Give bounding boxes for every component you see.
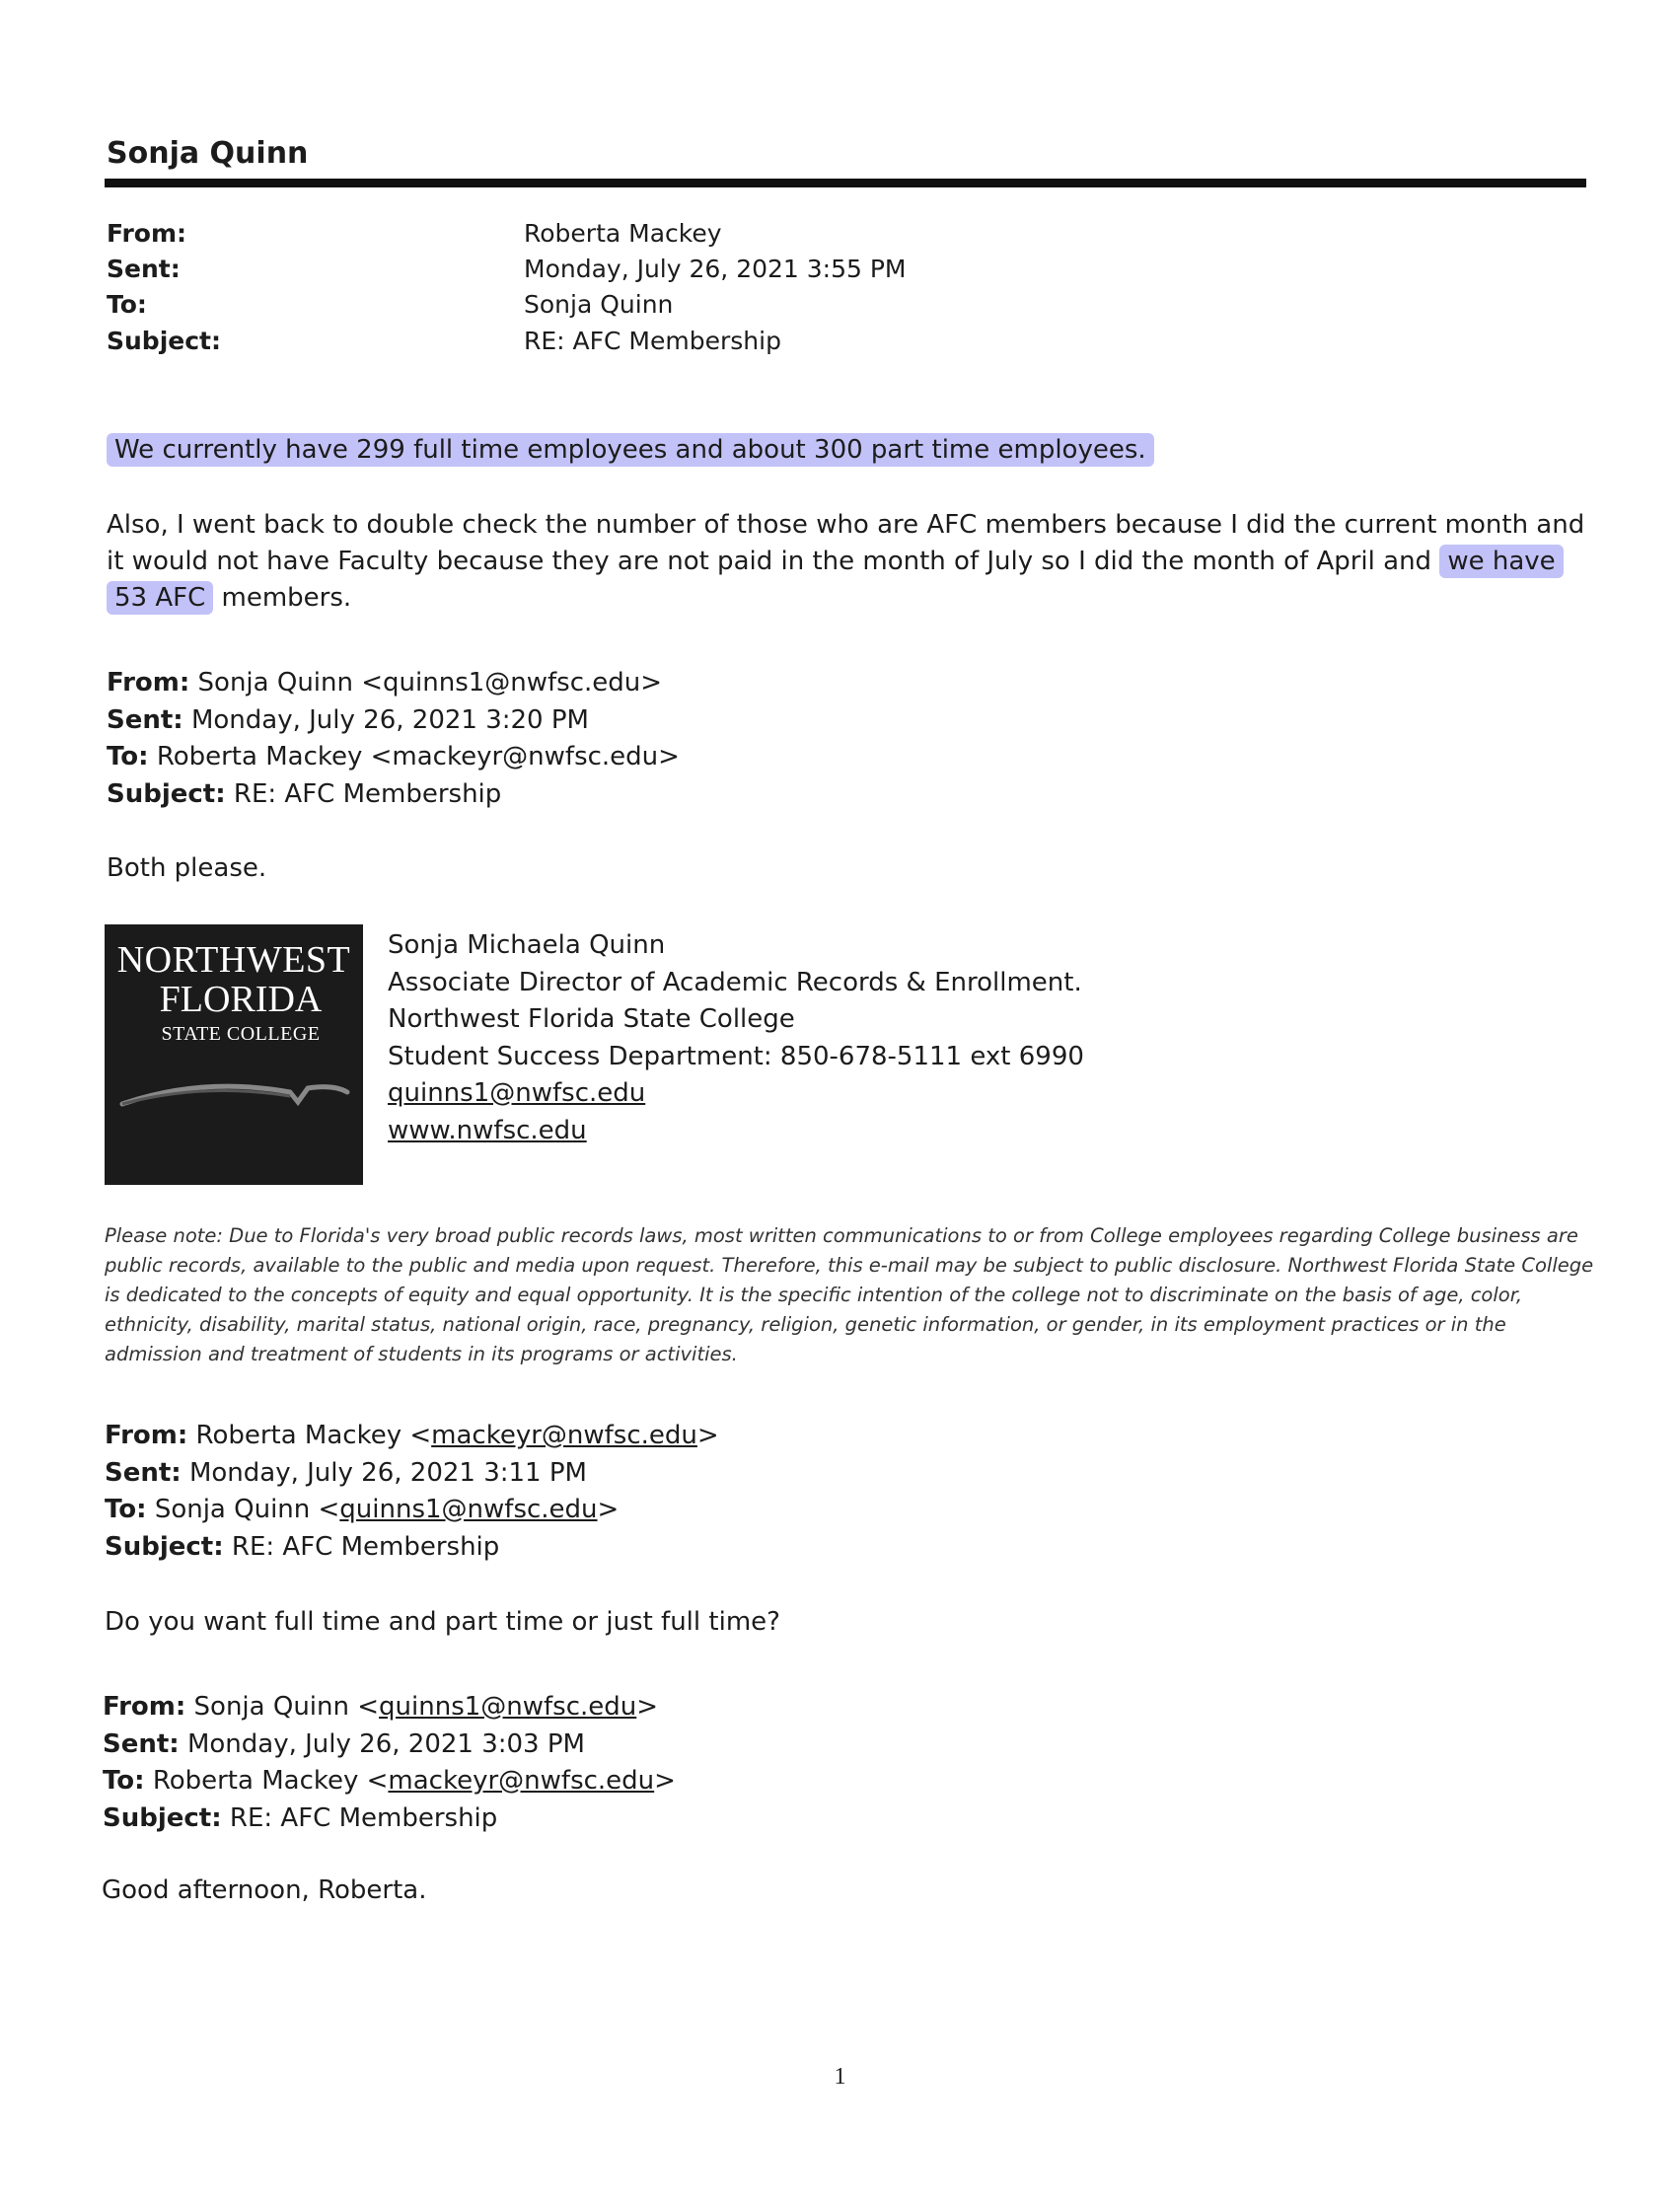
highlighted-employee-count <box>107 432 1154 469</box>
email2-sent-row: Sent: Monday, July 26, 2021 3:20 PM <box>107 704 589 735</box>
highlighted-afc-count: we have 53 AFC <box>107 545 1564 615</box>
afc-members-paragraph <box>107 507 1586 617</box>
header-to-label: To: <box>107 290 147 319</box>
sig-website-link[interactable]: www.nwfsc.edu <box>388 1115 587 1145</box>
document-title: Sonja Quinn <box>107 136 309 171</box>
college-logo <box>105 924 363 1185</box>
email4-header <box>103 1689 676 1837</box>
highlighted-line: We currently have 299 full time employees and about 300 part time employees. <box>107 433 1154 467</box>
header-sent-value: Monday, July 26, 2021 3:55 PM <box>524 255 907 283</box>
email3-to-row: To: Sonja Quinn <quinns1@nwfsc.edu> <box>105 1495 620 1524</box>
signature-block <box>388 927 1084 1149</box>
email3-from-link[interactable]: mackeyr@nwfsc.edu <box>431 1421 697 1450</box>
title-rule <box>105 179 1586 187</box>
page-number: 1 <box>834 2064 846 2090</box>
email4-subject: RE: AFC Membership <box>229 1802 498 1833</box>
email4-sent-row: Sent: Monday, July 26, 2021 3:03 PM <box>103 1728 585 1759</box>
email4-subject-row: Subject: RE: AFC Membership <box>103 1802 498 1833</box>
email2-subject: RE: AFC Membership <box>233 778 502 809</box>
email3-body: Do you want full time and part time or just full time? <box>105 1607 780 1637</box>
email2-header <box>107 665 680 813</box>
email4-from-row: From: Sonja Quinn <quinns1@nwfsc.edu> <box>103 1692 659 1722</box>
email3-subject-row: Subject: RE: AFC Membership <box>105 1531 500 1562</box>
logo-line2: FLORIDA <box>159 979 323 1020</box>
sig-name: Sonja Michaela Quinn <box>388 930 666 960</box>
header-to-value: Sonja Quinn <box>524 290 674 319</box>
header-from-value: Roberta Mackey <box>524 219 722 248</box>
email2-to: Roberta Mackey <mackeyr@nwfsc.edu> <box>156 742 680 771</box>
email3-header <box>105 1418 719 1566</box>
email3-sent-row: Sent: Monday, July 26, 2021 3:11 PM <box>105 1457 587 1488</box>
email2-body: Both please. <box>107 853 267 883</box>
paragraph-text-1: Also, I went back to double check the number of those who are AFC members because I did the current month and it would not have Faculty because they are not paid in the month of July so I did the month of April and <box>107 510 1585 576</box>
logo-line1: NORTHWEST <box>116 939 351 981</box>
sig-email-link[interactable]: quinns1@nwfsc.edu <box>388 1078 646 1108</box>
public-records-disclaimer: Please note: Due to Florida's very broad public records laws, most written communications to or from College employees regarding College business are public records, available to the public and media upon request. Therefore, this e-mail may be subject to public disclosure. Northwest Florida State College is dedicated to the concepts of equity and equal opportunity. It is the specific intention of the college not to discriminate on the basis of age, color, ethnicity, disability, marital status, national origin, race, pregnancy, religion, genetic information, or gender, in its employment practices or in the admission and treatment of students in its programs or activities. <box>105 1224 1594 1365</box>
logo-arc-icon <box>114 1063 351 1122</box>
email4-body: Good afternoon, Roberta. <box>102 1875 427 1905</box>
email3-sent: Monday, July 26, 2021 3:11 PM <box>188 1457 587 1488</box>
email2-from: Sonja Quinn <quinns1@nwfsc.edu> <box>197 668 663 698</box>
email2-sent: Monday, July 26, 2021 3:20 PM <box>190 704 589 735</box>
email2-from-row: From: Sonja Quinn <quinns1@nwfsc.edu> <box>107 668 663 698</box>
email3-to-link[interactable]: quinns1@nwfsc.edu <box>339 1495 598 1524</box>
paragraph-text-2: members. <box>213 583 352 613</box>
logo-line3: STATE COLLEGE <box>161 1023 321 1045</box>
header-subject-label: Subject: <box>107 327 221 355</box>
email2-subject-row: Subject: RE: AFC Membership <box>107 778 502 809</box>
email2-to-row: To: Roberta Mackey <mackeyr@nwfsc.edu> <box>107 742 680 771</box>
header-from-label: From: <box>107 219 187 248</box>
email4-from-link[interactable]: quinns1@nwfsc.edu <box>379 1692 637 1722</box>
email3-from-row: From: Roberta Mackey <mackeyr@nwfsc.edu> <box>105 1421 719 1450</box>
header-sent-label: Sent: <box>107 255 181 283</box>
email4-sent: Monday, July 26, 2021 3:03 PM <box>186 1728 585 1759</box>
sig-title: Associate Director of Academic Records & Enrollment. <box>388 967 1082 997</box>
header-subject-value: RE: AFC Membership <box>524 327 781 355</box>
email3-subject: RE: AFC Membership <box>231 1531 500 1562</box>
sig-dept: Student Success Department: 850-678-5111 ext 6990 <box>388 1041 1084 1071</box>
email4-to-link[interactable]: mackeyr@nwfsc.edu <box>388 1766 655 1796</box>
sig-org: Northwest Florida State College <box>388 1004 795 1034</box>
email4-to-row: To: Roberta Mackey <mackeyr@nwfsc.edu> <box>103 1766 676 1796</box>
